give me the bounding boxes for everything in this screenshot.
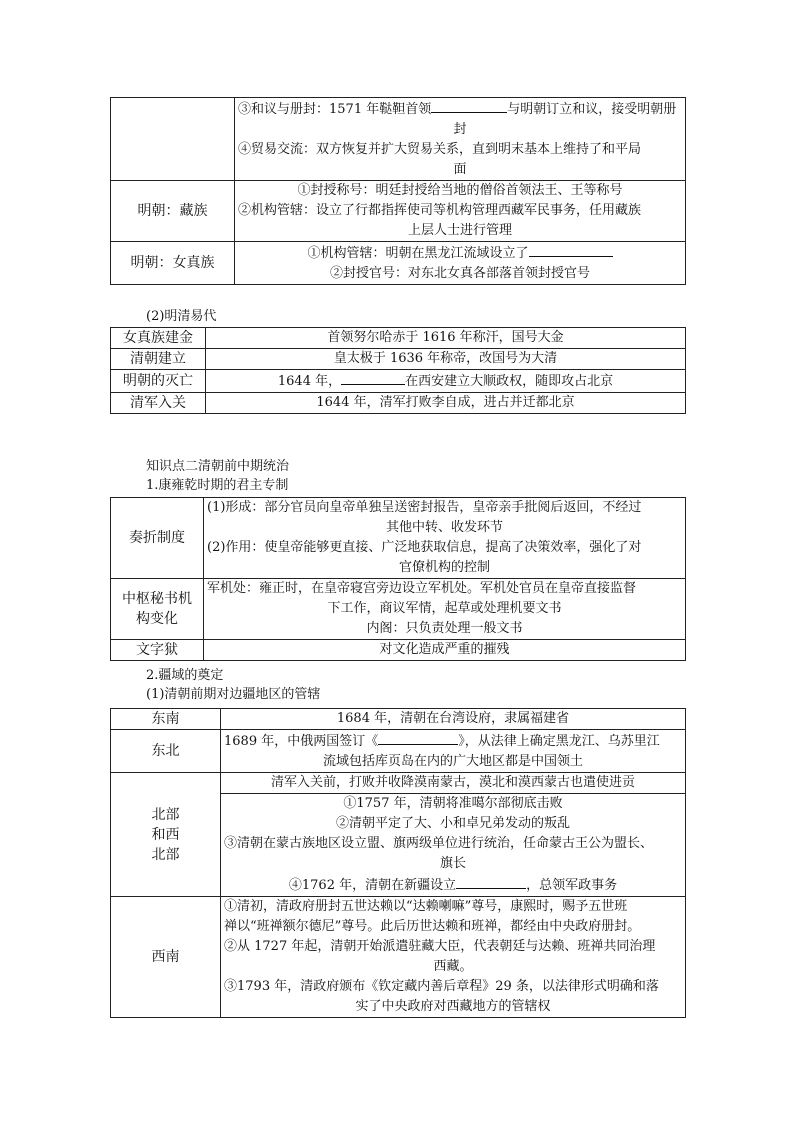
subsection-title: 2.疆域的奠定 [146,668,224,683]
subsection-title: (1)清朝前期对边疆地区的管辖 [146,687,321,702]
text-line [207,579,682,599]
row-label: 明朝的灭亡 [111,370,206,393]
table-row [111,349,686,370]
table-row [111,640,686,661]
text-segment: 其他中转、收发环节 [385,520,503,535]
text-segment: 1644 年， [277,374,342,389]
table-row [111,498,686,579]
text-segment: ③清朝在蒙古族地区设立盟、旗两级单位进行统治，任命蒙古王公为盟长、 [224,836,654,851]
text-line [238,140,682,160]
text-segment: ，总领军政事务 [526,878,618,893]
lines-cell [204,579,686,640]
text-segment: 1689 年，中俄两国签订《 [224,734,379,749]
text-line [221,854,685,874]
text-segment: 禅以“班禅额尔德尼”尊号。此后历世达赖和班禅，都经由中央政府册封。 [224,919,641,934]
text-segment: 与明朝订立和议，接受明朝册 [507,102,677,117]
text-line [238,201,682,221]
label-line: 和西 [151,826,180,843]
fill-in-blank[interactable] [529,242,613,257]
text-segment: 封 [453,122,467,137]
text-segment: ①清初，清政府册封五世达赖以“达赖喇嘛”尊号，康熙时，赐予五世班 [224,899,628,914]
row-text: 首领努尔哈赤于 1616 年称汗，国号大金 [206,328,686,349]
text-line [207,538,682,558]
lines-cell [235,98,686,181]
text-segment: ④贸易交流：双方恢复并扩大贸易关系，直到明末基本上维持了和平局 [238,142,642,157]
text-line [224,937,682,957]
text-segment: 流域包括库页岛在内的广大地区都是中国领土 [322,754,583,769]
text-line [224,917,682,937]
row-text: 1644 年，清军打败李自成，进占并迁都北京 [206,393,686,414]
text-segment: 面 [453,162,467,177]
text-segment: 旗长 [439,856,466,871]
text-segment: ③1793 年，清政府颁布《钦定藏内善后章程》29 条，以法律形式明确和落 [224,979,659,994]
lines-cell [204,498,686,579]
text-line [207,558,682,578]
text-line [221,874,685,896]
text-line [221,773,685,794]
text-segment: 西藏。 [433,959,473,974]
knowledge-point-title: 知识点二清朝前中期统治 [146,459,290,474]
table-row [111,98,686,181]
text-line [207,599,682,619]
text-line [207,518,682,538]
row-label: 文字狱 [111,640,204,661]
table-row [111,773,686,897]
table-row [111,730,686,773]
text-line [221,794,685,814]
text-segment: 实了中央政府对西藏地方的管辖权 [355,999,551,1014]
text-line [221,834,685,854]
label-line: 北部 [151,846,180,863]
text-segment: ①封授称号：明廷封授给当地的僧俗首领法王、王等称号 [297,183,623,198]
table-row [111,393,686,414]
lines-cell [221,773,686,897]
text-segment: (2)作用：使皇帝能够更直接、广泛地获取信息，提高了决策效率，强化了对 [207,540,642,555]
empty-label-cell [111,98,235,181]
fill-in-blank[interactable] [431,98,507,113]
row-label: 明朝：藏族 [111,181,235,242]
text-segment: ①机构管辖：明朝在黑龙江流域设立了 [307,246,529,261]
label-line: 中枢秘书机 [122,591,192,607]
table-row [111,579,686,640]
table-row [111,181,686,242]
text-segment: ③和议与册封：1571 年鞑靼首领 [238,102,432,117]
frontier-table [110,708,686,1018]
text-segment: 下工作，商议军情，起草或处理机要文书 [327,601,562,616]
label-line: 北部 [151,806,180,823]
row-label [111,773,221,897]
row-text [206,370,686,393]
table-row [111,242,686,285]
table-row [111,370,686,393]
text-line [238,242,682,264]
text-segment: 军机处：雍正时，在皇帝寝宫旁边设立军机处。军机处官员在皇帝直接监督 [207,581,637,596]
lines-cell [221,897,686,1018]
text-line [224,977,682,997]
row-label: 奏折制度 [111,498,204,579]
text-segment: ②机构管辖：设立了行都指挥使司等机构管理西藏军民事务，任用藏族 [238,203,642,218]
text-segment: ①1757 年，清朝将准噶尔部彻底击败 [343,796,563,811]
text-segment: 内阁：只负责处理一般文书 [366,621,523,636]
text-line [238,160,682,180]
row-label: 东北 [111,730,221,773]
text-line [207,619,682,639]
row-text: 对文化造成严重的摧残 [204,640,686,661]
text-line [221,814,685,834]
row-label: 东南 [111,709,221,730]
table-row [111,709,686,730]
text-line [224,897,682,917]
text-segment: 清军入关前，打败并收降漠南蒙古，漠北和漠西蒙古也遣使进贡 [270,775,635,790]
text-segment: 》，从法律上确定黑龙江、乌苏里江 [458,734,660,749]
table-row [111,328,686,349]
section-title: (2)明清易代 [146,309,217,324]
text-line [238,264,682,284]
text-line [238,221,682,241]
text-line [238,181,682,201]
text-line [238,98,682,120]
text-segment: 官僚机构的控制 [398,560,490,575]
lines-cell [235,242,686,285]
text-segment: 在西安建立大顺政权，随即攻占北京 [405,374,614,389]
subsection-title: 1.康雍乾时期的君主专制 [146,478,289,493]
row-label: 西南 [111,897,221,1018]
row-label: 清军入关 [111,393,206,414]
text-line [224,752,682,772]
row-text: 1684 年，清朝在台湾设府，隶属福建省 [221,709,686,730]
fill-in-blank[interactable] [378,730,458,745]
row-label [111,579,204,640]
text-segment: ②封授官号：对东北女真各部落首领封授官号 [329,266,590,281]
table-row [111,897,686,1018]
text-segment: ②清朝平定了大、小和卓兄弟发动的叛乱 [335,816,570,831]
lines-cell [221,730,686,773]
text-line [224,997,682,1017]
text-line [224,730,682,752]
fill-in-blank[interactable] [341,370,405,385]
row-label: 清朝建立 [111,349,206,370]
text-segment: (1)形成：部分官员向皇帝单独呈送密封报告，皇帝亲手批阅后返回，不经过 [207,500,642,515]
text-segment: ④1762 年，清朝在新疆设立 [288,878,457,893]
ming-qing-table [110,327,686,414]
autocracy-table [110,497,686,661]
lines-cell [235,181,686,242]
ming-frontier-table [110,97,686,285]
text-line [207,498,682,518]
row-text: 皇太极于 1636 年称帝，改国号为大清 [206,349,686,370]
text-segment: 上层人士进行管理 [407,223,512,238]
row-label: 明朝：女真族 [111,242,235,285]
row-label: 女真族建金 [111,328,206,349]
text-line [224,957,682,977]
text-segment: ②从 1727 年起，清朝开始派遣驻藏大臣，代表朝廷与达赖、班禅共同治理 [224,939,656,954]
text-line [238,120,682,140]
fill-in-blank[interactable] [456,874,526,889]
label-line: 构变化 [136,611,178,627]
